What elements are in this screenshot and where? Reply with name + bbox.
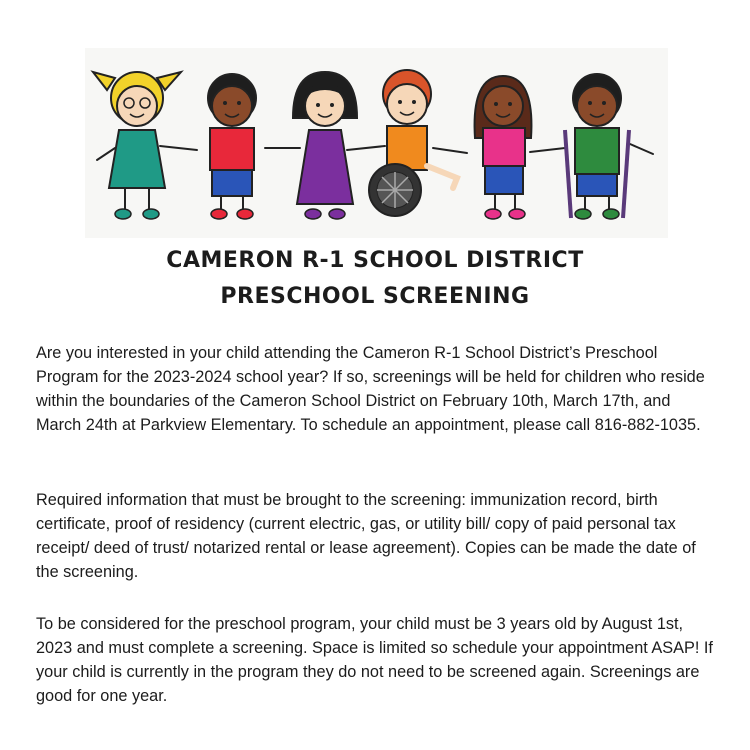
crutch-icon — [565, 130, 571, 218]
paragraph-eligibility: To be considered for the preschool program, your child must be 3 years old by August 1st, 2023 and must complete a screening. Space is limited so schedule your appointment ASAP! If your child is currently in the program they do not need to be screened again. Screenings are good for one year. — [36, 615, 713, 705]
header-illustration — [85, 48, 668, 238]
outer-arm-left — [97, 148, 115, 160]
page-title-line-1: CAMERON R-1 SCHOOL DISTRICT — [166, 248, 584, 273]
child-red-shirt — [208, 74, 256, 219]
child-purple-dress — [293, 72, 357, 219]
holding-hands-arm — [530, 148, 565, 152]
paragraph-screening-dates: Are you interested in your child attending the Cameron R-1 School District’s Preschool Program for the 2023-2024 school year? If so, screenings will be held for children who reside within the boundaries of the Cameron School District on February 10th, March 17th, and March 24th at Parkview Elementary. To schedule an appointment, please call 816-882-1035. — [36, 344, 705, 434]
children-holding-hands-icon — [85, 48, 668, 238]
child-pink-shirt — [475, 76, 532, 219]
paragraph-required-information: Required information that must be brought to the screening: immunization record, birth certificate, proof of residency (current electric, gas, or utility bill/ copy of paid personal tax receipt/ deed of trust/ notarized rental or lease agreement). Copies can be made the date of the screening. — [36, 491, 696, 581]
child-wheelchair-orange-shirt — [369, 70, 457, 216]
child-blonde-teal-dress — [93, 72, 181, 219]
holding-hands-arm — [160, 146, 197, 150]
page-title-line-2: PRESCHOOL SCREENING — [220, 284, 530, 309]
outer-arm-right — [630, 144, 653, 154]
child-crutches-green-shirt — [565, 74, 629, 219]
holding-hands-arm — [347, 146, 385, 150]
holding-hands-arm — [433, 148, 467, 153]
crutch-icon — [623, 130, 629, 218]
